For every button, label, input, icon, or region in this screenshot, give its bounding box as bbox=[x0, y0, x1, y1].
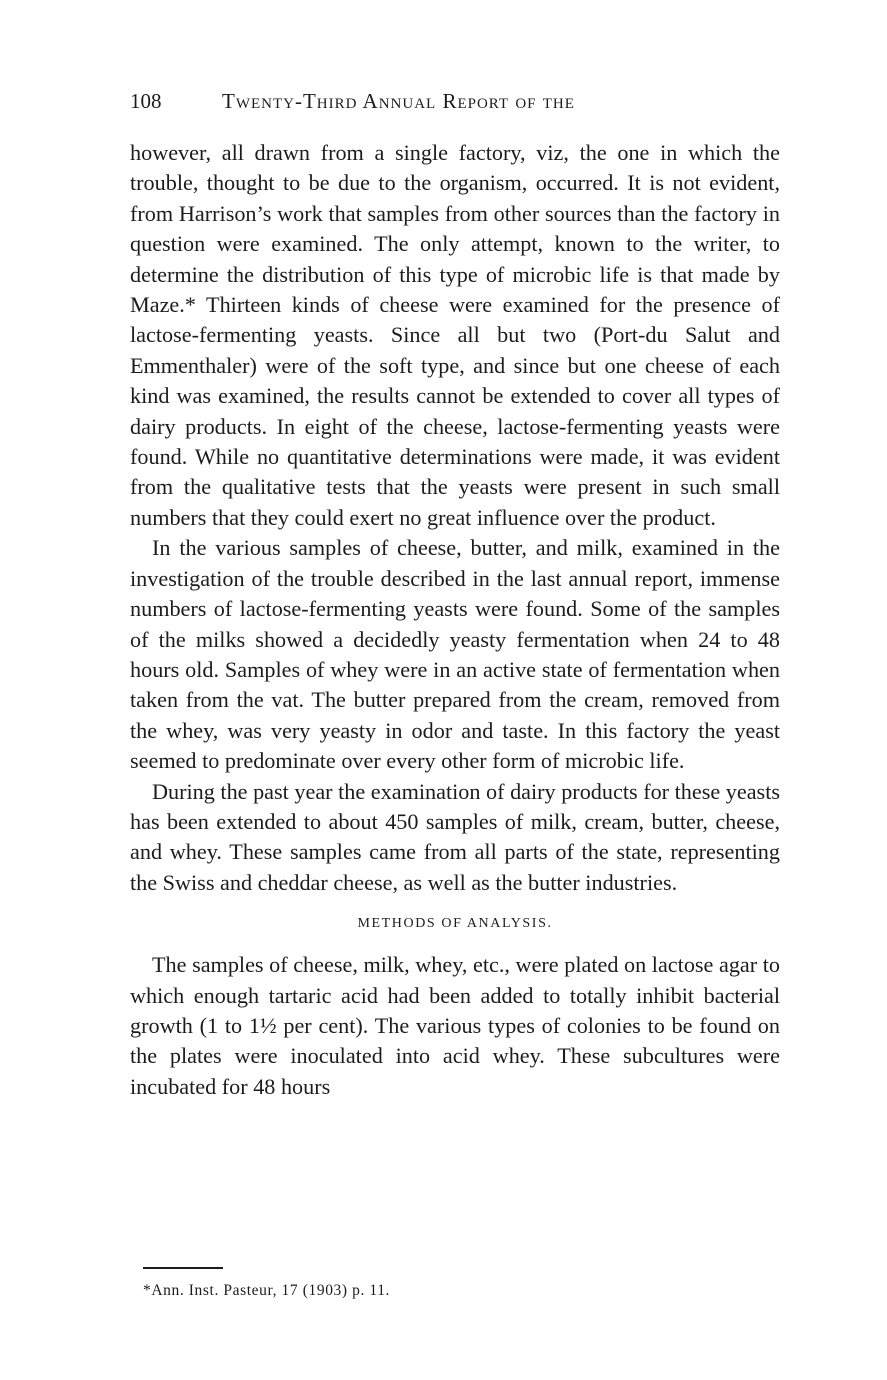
footnote: *Ann. Inst. Pasteur, 17 (1903) p. 11. bbox=[143, 1282, 391, 1299]
section-heading: METHODS OF ANALYSIS. bbox=[357, 916, 553, 932]
running-head bbox=[130, 86, 780, 116]
running-head-title: Twenty-Third Annual Report of the bbox=[222, 89, 575, 113]
paragraph-past-year: During the past year the examination of dairy products for these yeasts has been extended to about 450 samples of milk, cream, butter, cheese, and whey. These samples came from all parts of the state, representing the Swiss and cheddar cheese, as well as the butter industries. bbox=[130, 778, 780, 895]
paragraph-methods: The samples of cheese, milk, whey, etc., were plated on lactose agar to which enough tartaric acid had been added to totally inhibit bacterial growth (1 to 1½ per cent). The various types of colonies to be found on the plates were inoculated into acid whey. These subcultures were incubated for 48 hours bbox=[130, 952, 780, 1099]
footnote-divider bbox=[143, 1267, 223, 1269]
page-number: 108 bbox=[130, 89, 162, 113]
paragraph-investigation: In the various samples of cheese, butter, and milk, examined in the investigation of the trouble described in the last annual report, immense numbers of lactose-fermenting yeasts were found. Some of the samples of the milks showed a decidedly yeasty fermentation when 24 to 48 hours old. Samples of whey were in an active state of fermentation when taken from the vat. The butter prepared from the cream, removed from the whey, was very yeasty in odor and taste. In this factory the yeast seemed to predominate over every other form of microbic life. bbox=[130, 535, 780, 774]
paragraph-continuation: however, all drawn from a single factory, viz, the one in which the trouble, thought to be due to the organism, occurred. It is not evident, from Harrison’s work that samples from other sources than the factory in question were examined. The only attempt, known to the writer, to determine the distribution of this type of microbic life is that made by Maze.* Thirteen kinds of cheese were examined for the presence of lactose-fermenting yeasts. Since all but two (Port-du Salut and Emmenthaler) were of the soft type, and since but one cheese of each kind was examined, the results cannot be extended to cover all types of dairy products. In eight of the cheese, lactose-fermenting yeasts were found. While no quantitative determinations were made, it was evident from the qualitative tests that the yeasts were present in such small numbers that they could exert no great influence over the product. bbox=[130, 140, 780, 530]
body-text bbox=[130, 138, 780, 1102]
